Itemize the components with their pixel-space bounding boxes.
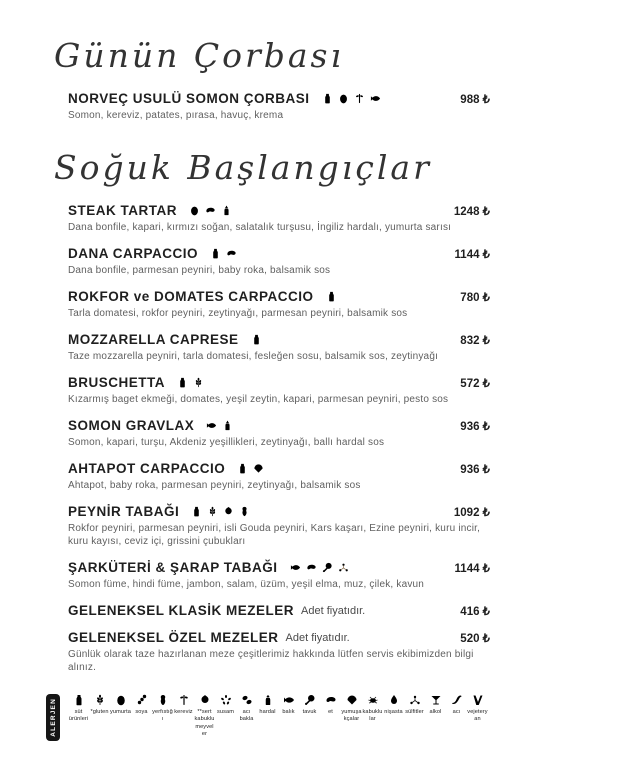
sesame-icon	[220, 694, 232, 706]
gluten-icon	[207, 506, 218, 517]
item-description: Somon, kapari, turşu, Akdeniz yeşillikleri, zeytinyağı, ballı hardal sos	[68, 437, 385, 448]
allergen-legend-entry	[425, 694, 446, 716]
allergen-legend-tab	[46, 694, 60, 741]
spicy-icon	[451, 694, 463, 706]
menu-item	[68, 203, 490, 234]
menu-section	[54, 148, 490, 674]
menu-item-head	[68, 246, 490, 261]
item-allergen-icons	[290, 562, 349, 573]
item-name: GELENEKSEL KLASİK MEZELER	[68, 603, 295, 618]
allergen-legend-entry	[152, 694, 173, 724]
menu-item	[68, 332, 490, 363]
item-price: 572 ₺	[460, 377, 490, 390]
menu-item	[68, 461, 490, 492]
item-price: 936 ₺	[460, 420, 490, 433]
section-heading: Günün Çorbası	[54, 36, 345, 75]
allergen-legend-entry	[467, 694, 488, 724]
item-allergen-icons	[191, 506, 250, 517]
allergen-legend-entry	[89, 694, 110, 716]
allergen-legend-entry	[68, 694, 89, 724]
allergen-legend-entry	[173, 694, 194, 716]
item-allergen-icons	[206, 420, 233, 431]
gluten-icon	[94, 694, 106, 706]
egg-icon	[115, 694, 127, 706]
item-description: Dana bonfile, kapari, kırmızı soğan, salatalık turşusu, İngiliz hardalı, yumurta sarısı	[68, 222, 452, 233]
item-name: SOMON GRAVLAX	[68, 418, 195, 433]
item-description: Rokfor peyniri, parmesan peyniri, isli Gouda peyniri, Kars kaşarı, Ezine peyniri, kuru incir, kuru kayısı, ceviz içi, grissini çubukları	[68, 523, 481, 547]
allergen-legend-label: sülfitler	[405, 709, 424, 715]
peanut-icon	[157, 694, 169, 706]
item-description: Taze mozzarella peyniri, tarla domatesi, fesleğen sosu, balsamik sos, zeytinyağı	[68, 351, 439, 362]
item-suffix: Adet fiyatıdır.	[301, 604, 366, 617]
menu-item-head	[68, 560, 490, 575]
item-name: STEAK TARTAR	[68, 203, 177, 218]
menu-item-head	[68, 418, 490, 433]
menu-item	[68, 603, 490, 618]
item-allergen-icons	[210, 248, 237, 259]
item-name: BRUSCHETTA	[68, 375, 165, 390]
allergen-legend-entry	[131, 694, 152, 716]
sulfites-icon	[338, 562, 349, 573]
item-price: 1248 ₺	[453, 205, 490, 218]
fish-icon	[206, 420, 217, 431]
milk-icon	[177, 377, 188, 388]
fish-icon	[283, 694, 295, 706]
item-description: Ahtapot, baby roka, parmesan peyniri, zeytinyağı, balsamik sos	[68, 480, 361, 491]
item-allergen-icons	[251, 334, 262, 345]
allergen-legend-label: kereviz	[174, 709, 193, 715]
allergen-legend-entry	[110, 694, 131, 716]
item-description: Dana bonfile, parmesan peyniri, baby roka, balsamik sos	[68, 265, 331, 276]
item-price: 780 ₺	[460, 291, 490, 304]
allergen-legend-label: **sert kabuklu meyveler	[194, 709, 215, 737]
mustard-icon	[221, 205, 232, 216]
milk-icon	[237, 463, 248, 474]
allergen-legend-label: süt ürünleri	[68, 709, 89, 723]
allergen-legend-label: yumuşakçalar	[341, 709, 362, 723]
mustard-icon	[262, 694, 274, 706]
gluten-icon	[193, 377, 204, 388]
item-allergen-icons	[189, 205, 232, 216]
item-suffix: Adet fiyatıdır.	[285, 631, 350, 644]
item-description: Günlük olarak taze hazırlanan meze çeşitlerimiz hakkında lütfen servis ekibimizden bilgi alınız.	[68, 649, 474, 673]
allergen-legend-label: balık	[282, 709, 295, 715]
allergen-legend	[46, 694, 488, 741]
allergen-legend-label: alkol	[429, 709, 442, 715]
menu-item-head	[68, 461, 490, 476]
allergen-legend-label: kabuklular	[362, 709, 383, 723]
milk-icon	[326, 291, 337, 302]
milk-icon	[322, 93, 333, 104]
menu-item-head	[68, 504, 490, 519]
allergen-legend-entry	[383, 694, 404, 716]
allergen-legend-label: yumurta	[110, 709, 131, 715]
chicken-icon	[322, 562, 333, 573]
menu-item-head	[68, 203, 490, 218]
menu-item-head	[68, 630, 490, 645]
menu-item	[68, 246, 490, 277]
item-name: NORVEÇ USULÜ SOMON ÇORBASI	[68, 91, 310, 106]
item-price: 520 ₺	[460, 632, 490, 645]
item-name: ŞARKÜTERİ & ŞARAP TABAĞI	[68, 560, 278, 575]
menu-item	[68, 289, 490, 320]
celery-icon	[178, 694, 190, 706]
allergen-legend-entry	[236, 694, 257, 724]
item-allergen-icons	[326, 291, 337, 302]
milk-icon	[73, 694, 85, 706]
milk-icon	[191, 506, 202, 517]
allergen-legend-label: acı bakla	[239, 709, 254, 723]
allergen-legend-label: tavuk	[302, 709, 317, 715]
item-name: ROKFOR ve DOMATES CARPACCIO	[68, 289, 314, 304]
menu-item-head	[68, 91, 490, 106]
menu-item-head	[68, 603, 490, 618]
item-price: 832 ₺	[460, 334, 490, 347]
item-description: Kızarmış baget ekmeği, domates, yeşil zeytin, kapari, parmesan peyniri, pesto sos	[68, 394, 449, 405]
mollusk-icon	[253, 463, 264, 474]
allergen-legend-label: *gluten	[90, 709, 109, 715]
egg-icon	[338, 93, 349, 104]
menu-item	[68, 418, 490, 449]
menu-item	[68, 630, 490, 674]
meat-icon	[205, 205, 216, 216]
allergen-legend-entry	[194, 694, 215, 738]
meat-icon	[306, 562, 317, 573]
item-name: PEYNİR TABAĞI	[68, 504, 180, 519]
menu-item	[68, 91, 490, 122]
nuts-icon	[199, 694, 211, 706]
item-allergen-icons	[237, 463, 264, 474]
starch-icon	[388, 694, 400, 706]
item-name: MOZZARELLA CAPRESE	[68, 332, 239, 347]
allergen-legend-label: acı	[452, 709, 461, 715]
allergen-legend-entry	[257, 694, 278, 716]
allergen-legend-entry	[404, 694, 425, 716]
allergen-legend-entry	[278, 694, 299, 716]
alcohol-icon	[430, 694, 442, 706]
menu-item-head	[68, 289, 490, 304]
crustacean-icon	[367, 694, 379, 706]
meat-icon	[325, 694, 337, 706]
item-price: 1144 ₺	[454, 248, 490, 261]
egg-icon	[189, 205, 200, 216]
item-price: 1144 ₺	[454, 562, 490, 575]
item-price: 988 ₺	[460, 93, 490, 106]
allergen-legend-label: yerfıstığı	[152, 709, 173, 723]
allergen-legend-label: nişasta	[384, 709, 403, 715]
menu-item	[68, 560, 490, 591]
allergen-legend-label: hardal	[259, 709, 276, 715]
lupin-icon	[241, 694, 253, 706]
allergen-legend-entry	[362, 694, 383, 724]
menu-item	[68, 504, 490, 548]
allergen-legend-entry	[341, 694, 362, 724]
milk-icon	[251, 334, 262, 345]
allergen-legend-label: et	[328, 709, 333, 715]
item-description: Somon, kereviz, patates, pırasa, havuç, krema	[68, 110, 284, 121]
allergen-legend-entry	[446, 694, 467, 716]
allergen-legend-entry	[215, 694, 236, 716]
allergen-legend-label: vejeteryan	[467, 709, 488, 723]
item-price: 1092 ₺	[453, 506, 490, 519]
milk-icon	[210, 248, 221, 259]
item-name: GELENEKSEL ÖZEL MEZELER	[68, 630, 279, 645]
menu-section	[54, 36, 490, 122]
item-name: AHTAPOT CARPACCIO	[68, 461, 226, 476]
menu-item	[68, 375, 490, 406]
allergen-legend-label: susam	[217, 709, 234, 715]
nuts-icon	[223, 506, 234, 517]
fish-icon	[370, 93, 381, 104]
item-description: Tarla domatesi, rokfor peyniri, zeytinyağı, parmesan peyniri, balsamik sos	[68, 308, 408, 319]
allergen-legend-entry	[320, 694, 341, 716]
sulfites-icon	[409, 694, 421, 706]
allergen-legend-entries	[68, 694, 488, 738]
item-allergen-icons	[177, 377, 204, 388]
fish-icon	[290, 562, 301, 573]
item-name: DANA CARPACCIO	[68, 246, 198, 261]
item-description: Somon füme, hindi füme, jambon, salam, üzüm, yeşil elma, muz, çilek, kavun	[68, 579, 425, 590]
section-heading: Soğuk Başlangıçlar	[54, 148, 432, 187]
mustard-icon	[222, 420, 233, 431]
vegetarian-icon	[472, 694, 484, 706]
celery-icon	[354, 93, 365, 104]
item-price: 416 ₺	[460, 605, 490, 618]
meat-icon	[226, 248, 237, 259]
allergen-legend-tab-label: ALERJEN	[49, 698, 57, 737]
item-allergen-icons	[322, 93, 381, 104]
peanut-icon	[239, 506, 250, 517]
allergen-legend-entry	[299, 694, 320, 716]
item-price: 936 ₺	[460, 463, 490, 476]
menu-item-head	[68, 332, 490, 347]
allergen-legend-label: soya	[135, 709, 148, 715]
chicken-icon	[304, 694, 316, 706]
mollusk-icon	[346, 694, 358, 706]
soy-icon	[136, 694, 148, 706]
menu-item-head	[68, 375, 490, 390]
